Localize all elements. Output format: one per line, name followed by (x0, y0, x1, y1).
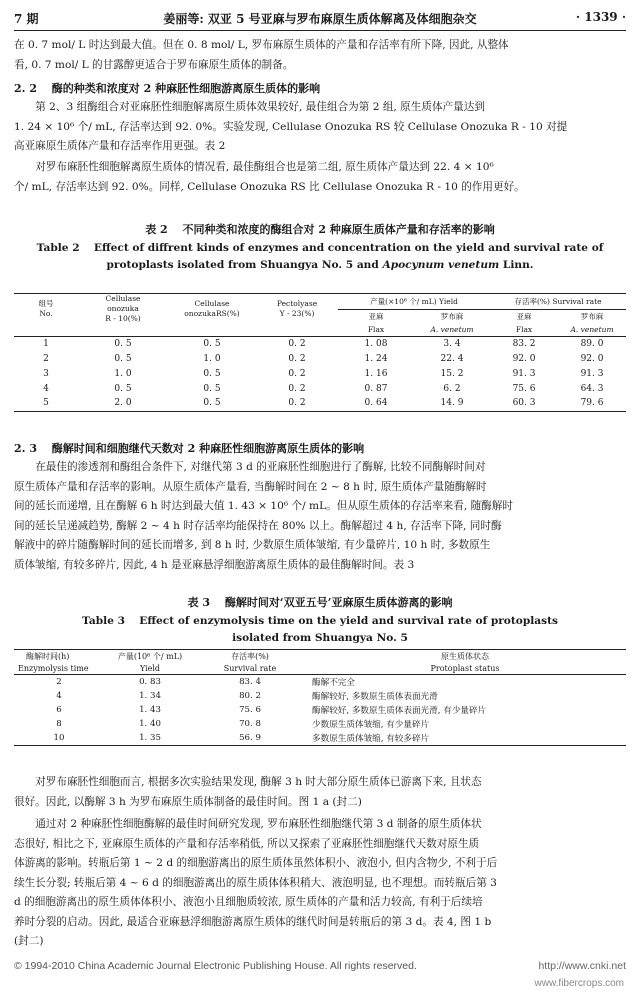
table3-row (14, 675, 626, 689)
text-line: 间的延长呈递减趋势, 酶解 2 ~ 4 h 时存活率均能保持在 80% 以上。酶解超过 4 h, 存活率下降, 同时酶 (14, 519, 502, 532)
table2-cell: 83. 2 (512, 338, 536, 349)
table2-row (14, 336, 626, 351)
section-heading-2-3: 2. 3 酶解时间和细胞继代天数对 2 种麻胚性细胞游离原生质体的影响 (14, 442, 365, 455)
table2-header-pectolyase: Pectolyase Y - 23(%) (276, 299, 318, 318)
table2-subheader-flax-cn: 亚麻 (368, 312, 384, 322)
table2-header-cellulase-rs: Cellulase onozukaRS(%) (184, 299, 240, 318)
text-line: d 的细胞游离出的原生质体体积小、液泡小且细胞质较浓, 原生质体的产量和活力较高, 有利于后续培 (14, 896, 483, 909)
text-line: 高亚麻原生质体产量和存活率作用更强。表 2 (14, 140, 226, 153)
text-line: 在最佳的渗透剂和酶组合条件下, 对继代第 3 d 的亚麻胚性细胞进行了酶解, 比较不同酶解时间对 (35, 461, 486, 473)
section-heading-2-2: 2. 2 酶的种类和浓度对 2 种麻胚性细胞游离原生质体的影响 (14, 82, 321, 95)
table2-cell: 3. 4 (443, 338, 461, 349)
table3-cell: 1. 43 (139, 704, 161, 715)
text-line: 养时分裂的启动。因此, 最适合亚麻悬浮细胞游离原生质体的继代时间是转瓶后的第 3 d。表 4, 图 1 b (14, 915, 492, 928)
table2-header-yield: 产量(×10⁶ 个/ mL) Yield (338, 294, 490, 310)
table2-caption-en-1: Table 2 Effect of diffrent kinds of enzymes and concentration on the yield and survival rate of (36, 242, 604, 254)
paragraph-enzymolysis-time (14, 458, 626, 576)
table2-cell: 0. 5 (203, 383, 221, 394)
table2-cell: 89. 0 (580, 338, 604, 349)
text-line: 体游离的影响。转瓶后第 1 ~ 2 d 的细胞游离出的原生质体虽然体积小、液泡小, 但内含物少, 不利于后 (14, 857, 498, 870)
running-title: 姜丽等: 双亚 5 号亚麻与罗布麻原生质体解离及体细胞杂交 (163, 12, 477, 26)
table3-cell: 少数原生质体皱缩, 有少量碎片 (312, 720, 430, 731)
table2-cell: 0. 2 (288, 353, 306, 364)
page-number: · 1339 · (575, 10, 626, 24)
text-line: 在 0. 7 mol/ L 时达到最大值。但在 0. 8 mol/ L, 罗布麻原生质体的产量和存活率有所下降, 因此, 从整体 (14, 39, 509, 51)
table2-subheader-flax-en: Flax (338, 324, 414, 336)
text-line: (封二) (14, 935, 44, 947)
text-line: 态很好, 相比之下, 亚麻原生质体的产量和存活率稍低, 所以又探索了亚麻胚性细胞继代天数对原生质 (14, 837, 480, 850)
table2-cell: 22. 4 (440, 353, 464, 364)
text-line: 个/ mL, 存活率达到 92. 0%。同样, Cellulase Onozuka RS 比 Cellulase Onozuka R - 10 的作用更好。 (14, 180, 525, 193)
table3-caption-en-1: Table 3 Effect of enzymolysis time on the yield and survival rate of protoplasts (82, 615, 558, 627)
table2-cell: 92. 0 (580, 353, 604, 364)
table3-header-time-en: Enzymolysis time (14, 663, 104, 675)
text-line: 看, 0. 7 mol/ L 的甘露醇更适合于罗布麻原生质体的制备。 (14, 58, 294, 71)
table2-cell: 1. 0 (203, 353, 221, 364)
table3-cell: 0. 83 (139, 676, 161, 687)
table3-cell: 6 (56, 704, 62, 715)
table3-header-status-cn: 原生质体状态 (441, 651, 489, 661)
table2-row (14, 381, 626, 396)
table3-cell: 2 (56, 676, 62, 687)
table3-header-survival-en: Survival rate (196, 663, 304, 675)
text-line: 对罗布麻胚性细胞解离原生质体的情况看, 最佳酶组合也是第二组, 原生质体产量达到 22. 4 × 10⁶ (35, 161, 494, 173)
table2-cell: 0. 5 (114, 338, 132, 349)
table3-header-yield-cn: 产量(10⁶ 个/ mL) (117, 651, 183, 661)
table3-cell: 多数原生质体皱缩, 有较多碎片 (312, 734, 430, 745)
table2-cell: 1. 24 (364, 353, 388, 364)
table2-cell: 5 (43, 398, 49, 409)
text-line: 很好。因此, 以酶解 3 h 为罗布麻原生质体制备的最佳时间。图 1 a (封二) (14, 795, 362, 808)
table2-cell: 92. 0 (512, 353, 536, 364)
table2-subheader-flax-cn: 亚麻 (516, 312, 532, 322)
copyright-footer (14, 960, 626, 972)
table2-cell: 2. 0 (114, 398, 132, 409)
table2-cell: 1 (43, 338, 49, 349)
table3-cell: 1. 35 (139, 733, 161, 744)
paragraph-apocynum-enzyme (14, 158, 626, 197)
table2-cell: 1. 08 (364, 338, 388, 349)
table2-cell: 0. 2 (288, 338, 306, 349)
table2-cell: 91. 3 (512, 368, 536, 379)
table2-caption-en-2c: Linn. (499, 259, 534, 271)
issue-number: 7 期 (14, 12, 39, 26)
table2 (14, 293, 626, 412)
table3-cell: 75. 6 (239, 704, 261, 715)
paragraph-apocynum-time (14, 773, 626, 812)
table3-caption-en-2: isolated from Shuangya No. 5 (232, 632, 408, 644)
table2-caption-en-2 (14, 259, 626, 271)
table3-header-time-cn: 酶解时间(h) (26, 651, 70, 661)
table2-cell: 75. 6 (512, 383, 536, 394)
table2-cell: 6. 2 (443, 383, 461, 394)
table2-cell: 0. 2 (288, 383, 306, 394)
table3-cell: 83. 4 (239, 676, 261, 687)
table2-cell: 1. 16 (364, 368, 388, 379)
table2-cell: 0. 5 (114, 383, 132, 394)
text-line: 原生质体产量和存活率的影响。从原生质体产量看, 当酶解时间在 2 ~ 8 h 时, 原生质体产量随酶解时 (14, 480, 487, 493)
table3-cell: 56. 9 (239, 733, 261, 744)
table3-row (14, 689, 626, 703)
text-line: 对罗布麻胚性细胞而言, 根据多次实验结果发现, 酶解 3 h 时大部分原生质体已游离下来, 且状态 (35, 776, 482, 788)
table2-cell: 0. 5 (203, 368, 221, 379)
table3-cell: 酶解不完全 (312, 677, 355, 688)
table2-header-survival: 存活率(%) Survival rate (490, 294, 626, 310)
table3-caption-cn: 表 3 酶解时间对‘双亚五号’亚麻原生质体游离的影响 (187, 596, 453, 609)
table2-cell: 0. 64 (364, 398, 388, 409)
text-line: 1. 24 × 10⁶ 个/ mL, 存活率达到 92. 0%。实验发现, Cellulase Onozuka RS 较 Cellulase Onozuka R - 10 对提 (14, 120, 568, 133)
table3-cell: 8 (56, 719, 62, 730)
table3-cell: 80. 2 (239, 690, 261, 701)
paragraph-mannitol (14, 36, 626, 75)
table2-row (14, 366, 626, 381)
table2-cell: 60. 3 (512, 398, 536, 409)
header-rule (14, 30, 626, 31)
table3-cell: 酶解较好, 多数原生质体表面光滑 (312, 691, 438, 702)
cnki-link[interactable]: http://www.cnki.net (538, 960, 626, 972)
table2-subheader-apocynum-en: A. venetum (558, 324, 626, 336)
table2-cell: 2 (43, 353, 49, 364)
table2-caption-cn: 表 2 不同种类和浓度的酶组合对 2 种麻原生质体产量和存活率的影响 (145, 223, 495, 236)
table3-row (14, 717, 626, 731)
table2-cell: 0. 87 (364, 383, 388, 394)
text-line: 第 2、3 组酶组合对亚麻胚性细胞解离原生质体效果较好, 最佳组合为第 2 组, 原生质体产量达到 (35, 101, 485, 113)
table2-cell: 79. 6 (580, 398, 604, 409)
text-line: 续生长分裂; 转瓶后第 4 ~ 6 d 的细胞游离出的原生质体体积稍大、液泡明显, 也不理想。而转瓶后第 3 (14, 876, 497, 889)
table2-cell: 0. 2 (288, 368, 306, 379)
table3-cell: 1. 34 (139, 690, 161, 701)
table2-subheader-flax-en: Flax (490, 324, 558, 336)
watermark: www.fibercrops.com (534, 978, 624, 989)
table2-cell: 0. 5 (203, 398, 221, 409)
table2-cell: 0. 2 (288, 398, 306, 409)
table2-row (14, 396, 626, 411)
table3-row (14, 703, 626, 717)
paragraph-subculture-end (14, 932, 626, 952)
table3-cell: 10 (53, 733, 65, 744)
table2-cell: 3 (43, 368, 49, 379)
table3-cell: 酶解较好, 多数原生质体表面光滑, 有少量碎片 (312, 705, 487, 716)
table2-subheader-apocynum-cn: 罗布麻 (580, 312, 604, 322)
text-line: 解液中的碎片随酶解时间的延长而增多, 到 8 h 时, 少数原生质体皱缩, 有少量碎片, 10 h 时, 多数原生 (14, 539, 491, 552)
table3-row (14, 731, 626, 745)
table3-header-yield-en: Yield (104, 663, 196, 675)
table2-cell: 14. 9 (440, 398, 464, 409)
table2-caption-en-2a: protoplasts isolated from Shuangya No. 5 and (106, 259, 383, 271)
copyright-text: © 1994-2010 China Academic Journal Electronic Publishing House. All rights reserved. (14, 960, 417, 972)
table2-cell: 0. 5 (114, 353, 132, 364)
running-header (14, 8, 626, 32)
paragraph-flax-enzyme (14, 98, 626, 157)
table2-cell: 91. 3 (580, 368, 604, 379)
table3-cell: 4 (56, 690, 62, 701)
table3-header-status-en: Protoplast status (304, 663, 626, 675)
table3-cell: 1. 40 (139, 719, 161, 730)
table2-cell: 0. 5 (203, 338, 221, 349)
table2-row (14, 351, 626, 366)
table2-caption-en-species: Apocynum venetum (382, 259, 500, 271)
table2-cell: 4 (43, 383, 49, 394)
table3-cell: 70. 8 (239, 719, 261, 730)
table2-cell: 15. 2 (440, 368, 464, 379)
text-line: 间的延长而递增, 且在酶解 6 h 时达到最大值 1. 43 × 10⁶ 个/ mL。但从原生质体的存活率来看, 随酶解时 (14, 500, 513, 513)
table2-subheader-apocynum-en: A. venetum (414, 324, 490, 336)
text-line: 通过对 2 种麻胚性细胞酶解的最佳时间研究发现, 罗布麻胚性细胞继代第 3 d 制备的原生质体状 (35, 818, 482, 830)
table2-header-group: 组号 No. (38, 299, 54, 318)
table2-subheader-apocynum-cn: 罗布麻 (440, 312, 464, 322)
table2-cell: 64. 3 (580, 383, 604, 394)
table2-header-cellulase-r10: Cellulase onozuka R - 10(%) (105, 294, 141, 323)
table2-cell: 1. 0 (114, 368, 132, 379)
table3 (14, 649, 626, 746)
text-line: 质体皱缩, 有较多碎片, 因此, 4 h 是亚麻悬浮细胞游离原生质体的最佳酶解时间。表 3 (14, 558, 415, 571)
table3-header-survival-cn: 存活率(%) (231, 651, 269, 661)
paragraph-subculture-days (14, 815, 626, 933)
